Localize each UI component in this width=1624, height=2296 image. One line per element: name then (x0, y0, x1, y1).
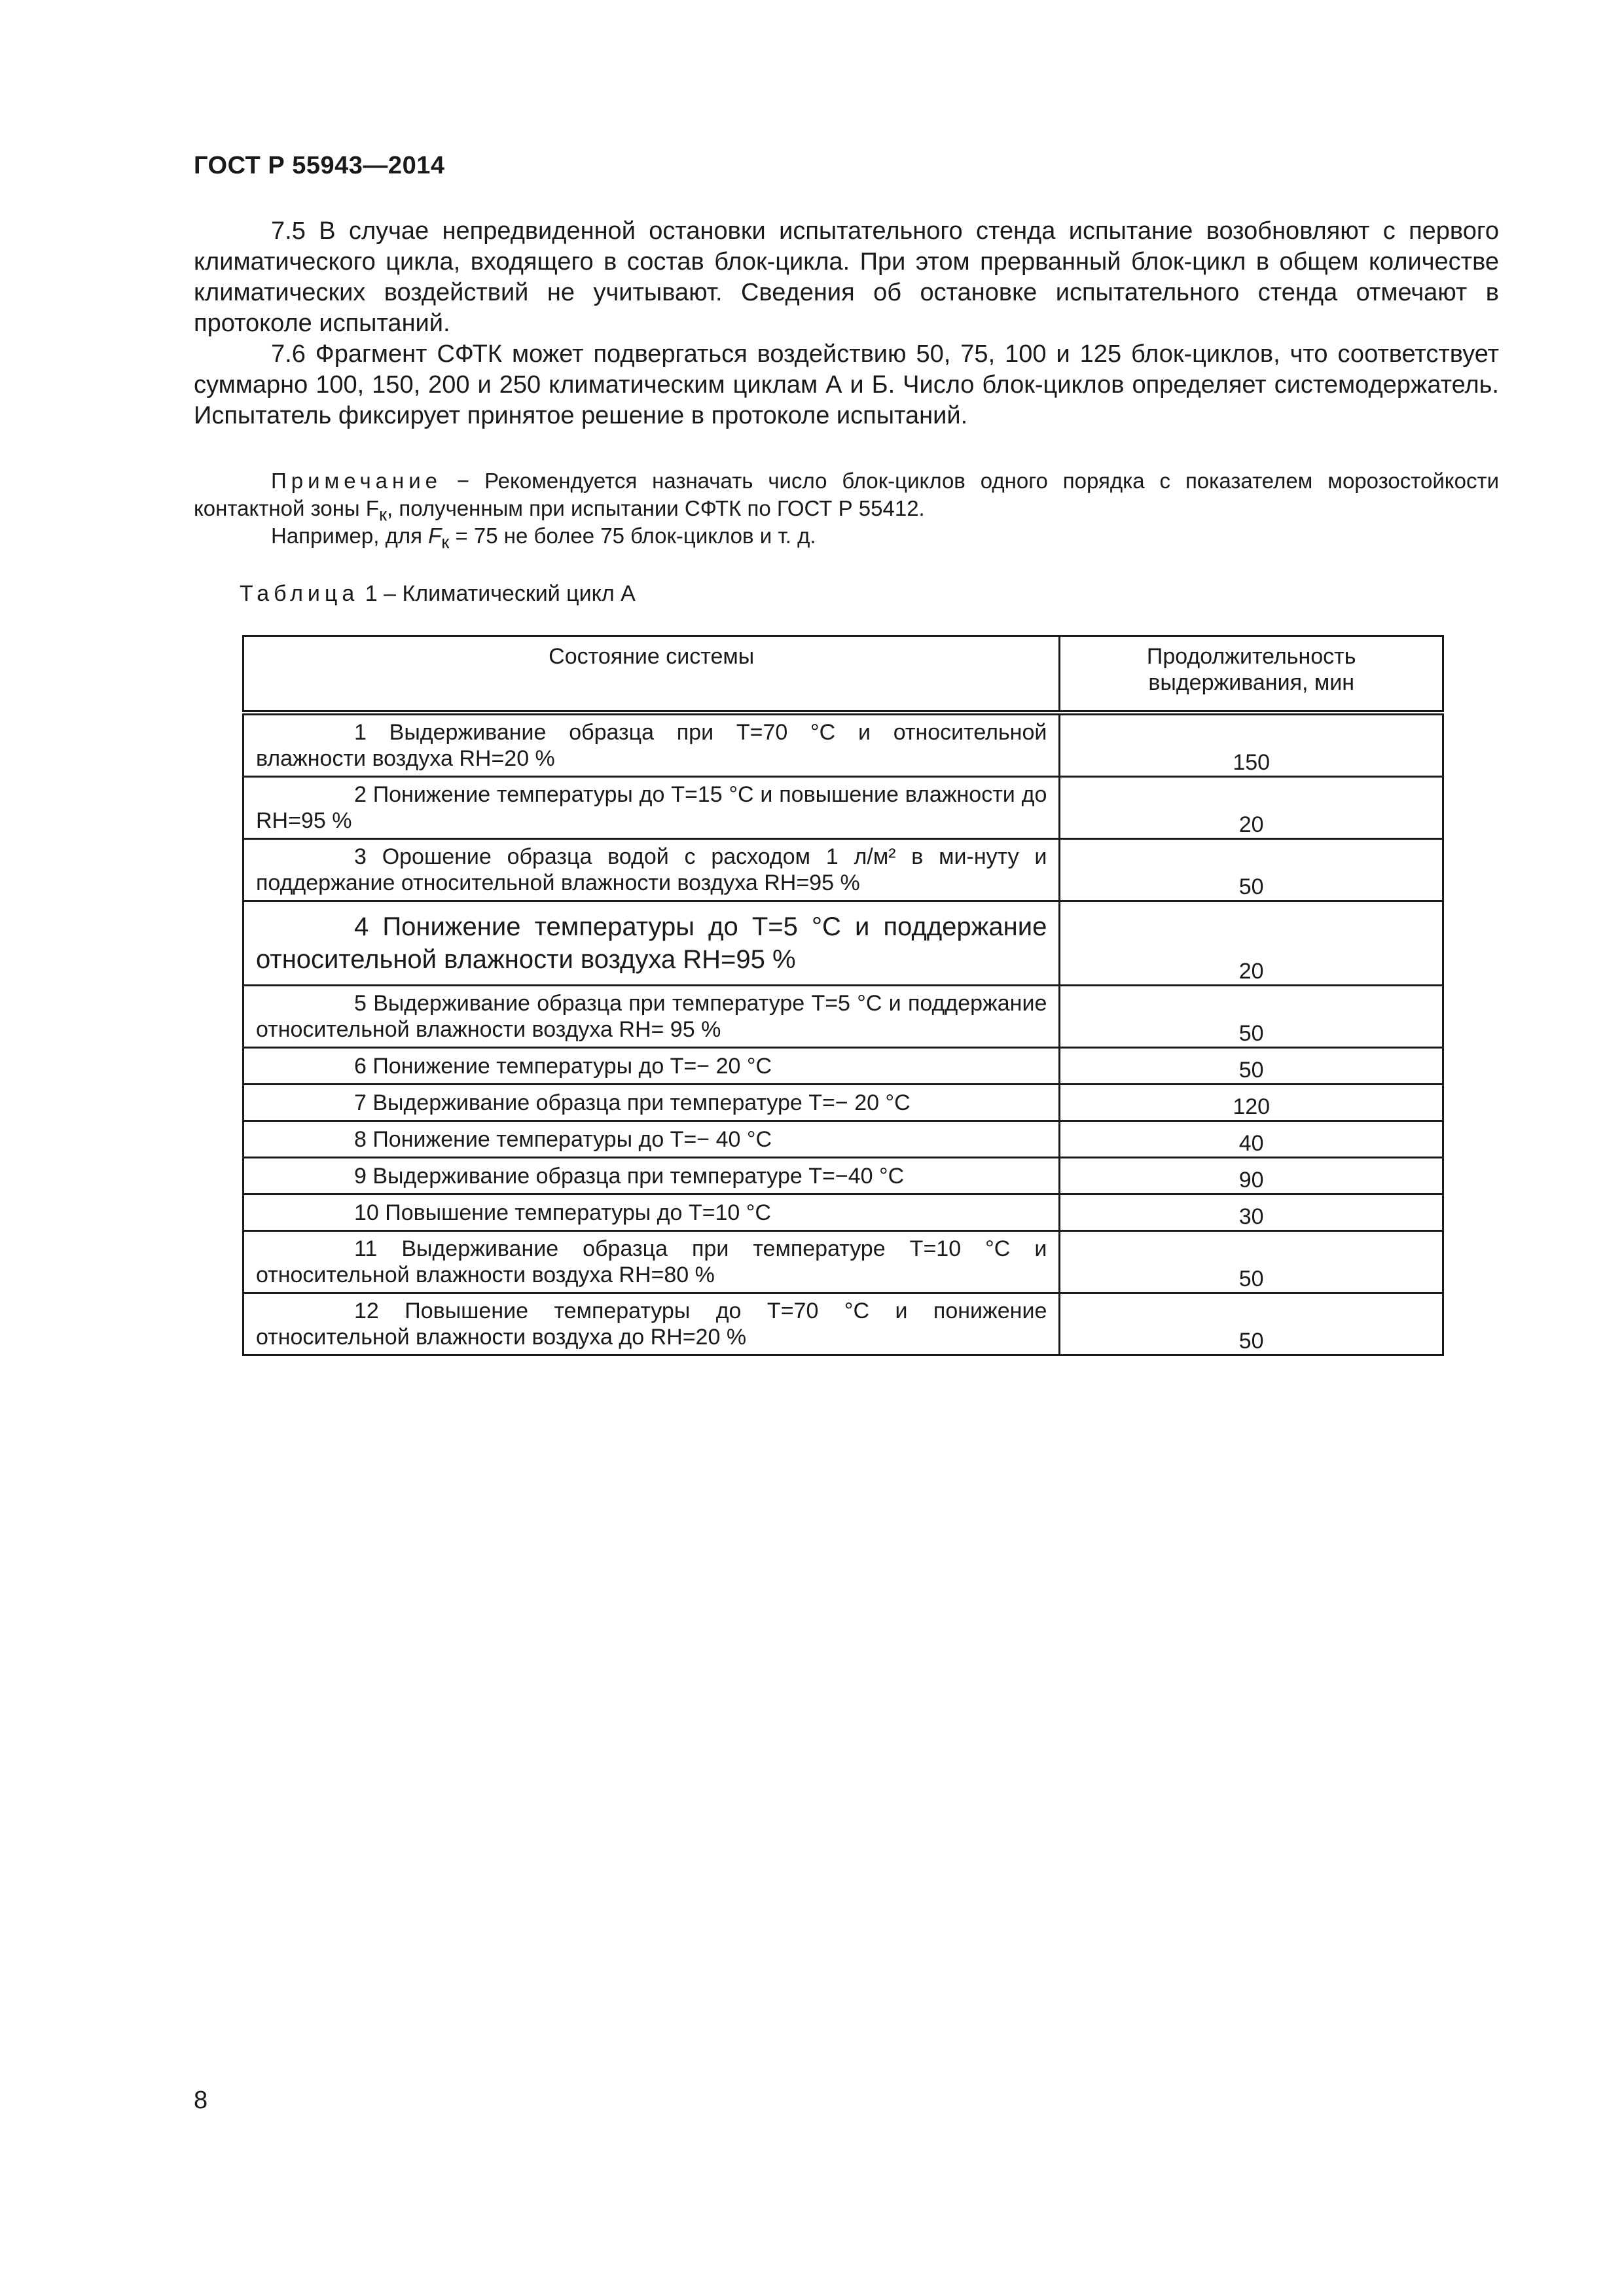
table-caption (240, 581, 636, 607)
note-label: Примечание (271, 469, 442, 493)
row-description-cell (244, 1231, 1060, 1293)
paragraph-7-5 (194, 216, 1499, 339)
row-description-cell (244, 1085, 1060, 1121)
row-description-cell (244, 1194, 1060, 1231)
row-duration: 50 (1060, 1293, 1443, 1355)
paragraph-7-5-text: 7.5 В случае непредвиденной остановки испытательного стенда испытание возобновляют с первого климатического цикла, входящего в состав блок-цикла. При этом прерванный блок-цикл в общем количестве климатических воздействий не учитывают. Сведения об остановке испытательного стенда отмечают в протоколе испытаний. (194, 217, 1499, 337)
row-description-cell (244, 901, 1060, 986)
note-subscript: к (378, 504, 387, 525)
table-row (244, 1194, 1443, 1231)
row-duration: 90 (1060, 1158, 1443, 1194)
table-caption-text: 1 – Климатический цикл А (359, 581, 636, 606)
row-duration: 50 (1060, 839, 1443, 901)
row-description: 5 Выдерживание образца при температуре T=5 °С и поддержание относительной влажности воздуха RH= 95 % (256, 991, 1047, 1042)
row-description: 3 Орошение образца водой с расходом 1 л/м² в ми-нуту и поддержание относительной влажности воздуха RH=95 % (256, 844, 1047, 895)
table-row (244, 901, 1443, 986)
table-row (244, 1085, 1443, 1121)
row-description-cell (244, 1158, 1060, 1194)
row-description: 1 Выдерживание образца при T=70 °С и относительной влажности воздуха RH=20 % (256, 720, 1047, 771)
row-description-cell (244, 839, 1060, 901)
table-header-row (244, 636, 1443, 713)
example-subscript: к (441, 531, 450, 552)
row-duration: 40 (1060, 1121, 1443, 1158)
note-text: Рекомендуется назначать число блок-циклов одного порядка с показателем морозостойкости контактной зоны F (194, 469, 1499, 520)
row-duration: 30 (1060, 1194, 1443, 1231)
paragraph-7-6-text: 7.6 Фрагмент СФТК может подвергаться воздействию 50, 75, 100 и 125 блок-циклов, что соответствует суммарно 100, 150, 200 и 250 климатическим циклам А и Б. Число блок-циклов определяет системодержатель. Испытатель фиксирует принятое решение в протоколе испытаний. (194, 340, 1499, 429)
paragraph-7-6 (194, 339, 1499, 431)
header-duration: Продолжительность выдерживания, мин (1060, 636, 1443, 713)
row-description: 7 Выдерживание образца при температуре T=− 20 °С (354, 1090, 911, 1115)
row-description-cell (244, 1293, 1060, 1355)
table-row (244, 1048, 1443, 1085)
example-before: Например, для (271, 524, 429, 548)
row-description: 9 Выдерживание образца при температуре T=−40 °С (354, 1163, 905, 1189)
row-description: 8 Понижение температуры до T=− 40 °С (354, 1126, 772, 1152)
table-row (244, 1293, 1443, 1355)
table-row (244, 713, 1443, 777)
table-row (244, 1121, 1443, 1158)
row-description-cell (244, 986, 1060, 1048)
row-duration: 50 (1060, 1231, 1443, 1293)
row-duration: 20 (1060, 777, 1443, 839)
row-description: 4 Понижение температуры до T=5 °С и поддержание относительной влажности воздуха RH=95 % (256, 912, 1047, 974)
note (194, 467, 1499, 529)
row-duration: 120 (1060, 1085, 1443, 1121)
row-description-cell (244, 1121, 1060, 1158)
note-example (194, 522, 1499, 556)
note-dash: − (442, 469, 485, 493)
row-duration: 50 (1060, 986, 1443, 1048)
header-system-state: Состояние системы (244, 636, 1060, 713)
document-header: ГОСТ Р 55943—2014 (194, 152, 445, 179)
table-row (244, 839, 1443, 901)
row-description: 10 Повышение температуры до T=10 °С (354, 1200, 771, 1225)
table-body (244, 713, 1443, 1355)
table-row (244, 777, 1443, 839)
page-number: 8 (194, 2087, 208, 2114)
row-duration: 150 (1060, 713, 1443, 777)
row-duration: 20 (1060, 901, 1443, 986)
table-row (244, 1158, 1443, 1194)
row-description-cell (244, 777, 1060, 839)
table-row (244, 1231, 1443, 1293)
row-description: 6 Понижение температуры до T=− 20 °С (354, 1053, 772, 1079)
row-description-cell (244, 1048, 1060, 1085)
climatic-cycle-table (242, 635, 1444, 1356)
row-description: 12 Повышение температуры до T=70 °С и понижение относительной влажности воздуха до RH=20 % (256, 1299, 1047, 1350)
note-text-after: , полученным при испытании СФТК по ГОСТ Р 55412. (387, 496, 925, 520)
row-description-cell (244, 713, 1060, 777)
table-caption-label: Таблица (240, 581, 359, 606)
example-variable: F (428, 524, 442, 548)
row-description: 2 Понижение температуры до T=15 °С и повышение влажности до RH=95 % (256, 782, 1047, 833)
table-row (244, 986, 1443, 1048)
example-after: = 75 не более 75 блок-циклов и т. д. (449, 524, 816, 548)
row-duration: 50 (1060, 1048, 1443, 1085)
row-description: 11 Выдерживание образца при температуре T=10 °С и относительной влажности воздуха RH=80 % (256, 1236, 1047, 1287)
